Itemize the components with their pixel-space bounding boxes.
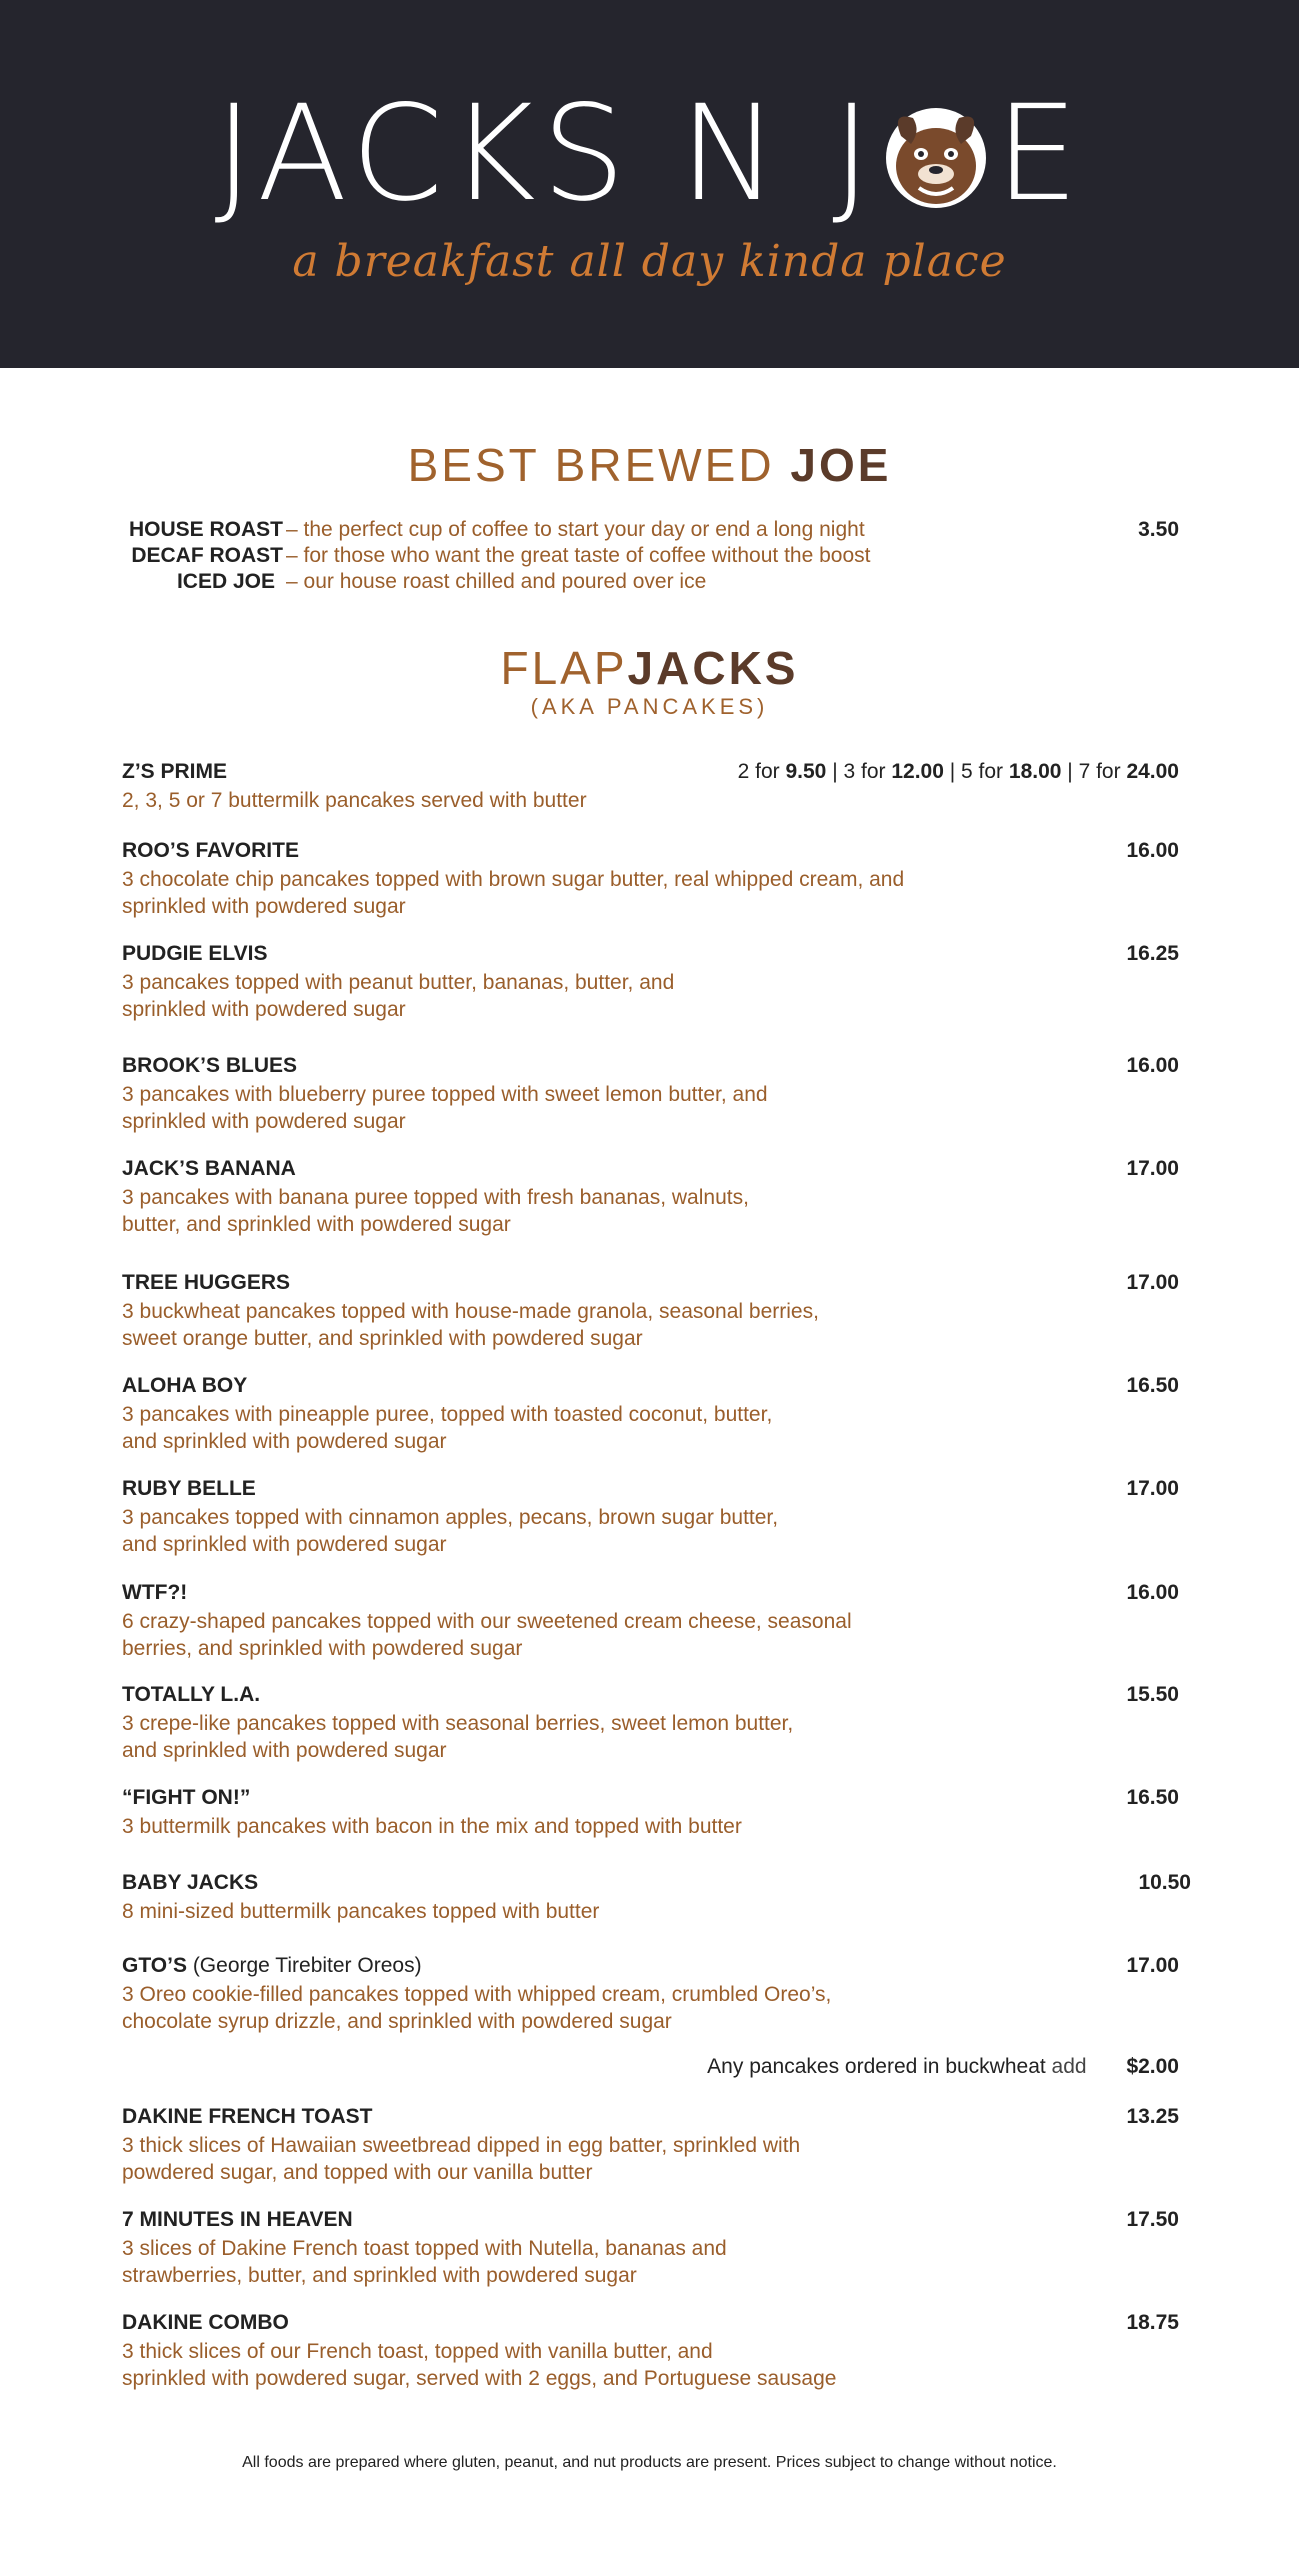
menu-item-desc-line: 8 mini-sized buttermilk pancakes topped with butter bbox=[122, 1900, 600, 1923]
menu-item-desc-line: sprinkled with powdered sugar bbox=[122, 895, 406, 918]
menu-item bbox=[122, 2207, 1179, 2289]
coffee-item-price: 3.50 bbox=[1138, 518, 1179, 541]
menu-item-price: 16.50 bbox=[1126, 1374, 1179, 1397]
flapjacks-title-strong: JACKS bbox=[627, 642, 799, 694]
menu-item-price: 16.00 bbox=[1126, 1054, 1179, 1077]
coffee-item bbox=[0, 543, 1299, 569]
menu-item-price: 15.50 bbox=[1126, 1683, 1179, 1706]
menu-item-name: PUDGIE ELVIS bbox=[122, 942, 268, 965]
price-label: | 7 for bbox=[1061, 760, 1127, 783]
menu-item-desc-line: sprinkled with powdered sugar bbox=[122, 1110, 406, 1133]
menu-item-desc-line: 3 thick slices of our French toast, topped with vanilla butter, and bbox=[122, 2340, 713, 2363]
coffee-item bbox=[0, 517, 1299, 543]
price-value: 18.00 bbox=[1008, 760, 1062, 783]
menu-item bbox=[122, 1156, 1179, 1238]
menu-item bbox=[122, 1270, 1179, 1352]
menu-item-name-note: (George Tirebiter Oreos) bbox=[192, 1954, 422, 1977]
menu-item-desc-line: butter, and sprinkled with powdered sugar bbox=[122, 1213, 511, 1236]
menu-item-name: 7 MINUTES IN HEAVEN bbox=[122, 2208, 353, 2231]
menu-item bbox=[122, 1373, 1179, 1455]
coffee-item-name: DECAF ROAST bbox=[131, 544, 283, 567]
menu-item-desc-line: 3 slices of Dakine French toast topped with Nutella, bananas and bbox=[122, 2237, 727, 2260]
menu-item-desc-line: 3 Oreo cookie-filled pancakes topped with whipped cream, crumbled Oreo’s, bbox=[122, 1983, 832, 2006]
brand-tagline: a breakfast all day kinda place bbox=[292, 236, 1007, 287]
menu-item-price: 17.00 bbox=[1126, 1271, 1179, 1294]
buckwheat-note-price: $2.00 bbox=[1126, 2055, 1179, 2078]
menu-item-desc-line: sprinkled with powdered sugar bbox=[122, 998, 406, 1021]
menu-item-price: 13.25 bbox=[1126, 2105, 1179, 2128]
menu-item-name: DAKINE COMBO bbox=[122, 2311, 289, 2334]
menu-item-zs-prime bbox=[122, 759, 1179, 814]
menu-item-desc-line: and sprinkled with powdered sugar bbox=[122, 1430, 447, 1453]
menu-item bbox=[122, 838, 1179, 920]
price-value: 24.00 bbox=[1126, 760, 1179, 783]
menu-item bbox=[122, 1476, 1179, 1558]
menu-item-price: 17.00 bbox=[1126, 1477, 1179, 1500]
brand-title bbox=[0, 77, 1299, 231]
price-label: | 5 for bbox=[943, 760, 1009, 783]
coffee-title-light: BEST BREWED bbox=[407, 439, 775, 491]
menu-item-name: RUBY BELLE bbox=[122, 1477, 256, 1500]
price-value: 12.00 bbox=[891, 760, 944, 783]
coffee-title-strong: JOE bbox=[790, 439, 892, 491]
coffee-item-desc: – the perfect cup of coffee to start your day or end a long night bbox=[286, 518, 865, 541]
menu-item-name: ALOHA BOY bbox=[122, 1374, 248, 1397]
menu-item bbox=[122, 1953, 1179, 2035]
menu-item-desc-line: 3 buckwheat pancakes topped with house-made granola, seasonal berries, bbox=[122, 1300, 819, 1323]
buckwheat-note-add: add bbox=[1045, 2055, 1087, 2078]
menu-item-price: 16.00 bbox=[1126, 1581, 1179, 1604]
menu-item-desc-line: 3 pancakes with banana puree topped with fresh bananas, walnuts, bbox=[122, 1186, 749, 1209]
coffee-item-desc: – for those who want the great taste of coffee without the boost bbox=[286, 544, 871, 567]
buckwheat-note-text: Any pancakes ordered in buckwheat bbox=[707, 2055, 1046, 2078]
allergen-footer-note: All foods are prepared where gluten, peanut, and nut products are present. Prices subject to change without notice. bbox=[242, 2454, 1057, 2471]
menu-item-price: 18.75 bbox=[1126, 2311, 1179, 2334]
flapjacks-subtitle: (AKA PANCAKES) bbox=[530, 694, 769, 719]
menu-item-desc-line: sweet orange butter, and sprinkled with powdered sugar bbox=[122, 1327, 643, 1350]
menu-item-price: 17.00 bbox=[1126, 1157, 1179, 1180]
menu-item-desc-line: and sprinkled with powdered sugar bbox=[122, 1739, 447, 1762]
menu-item bbox=[122, 1682, 1179, 1764]
menu-item-desc-line: 3 thick slices of Hawaiian sweetbread dipped in egg batter, sprinkled with bbox=[122, 2134, 801, 2157]
menu-item-desc-line: chocolate syrup drizzle, and sprinkled with powdered sugar bbox=[122, 2010, 672, 2033]
menu-item-name: WTF?! bbox=[122, 1581, 188, 1604]
coffee-item-name: HOUSE ROAST bbox=[128, 518, 283, 541]
bulldog-face-icon bbox=[881, 96, 991, 214]
coffee-item bbox=[0, 569, 1299, 595]
menu-item bbox=[122, 1053, 1179, 1135]
menu-item-name: TREE HUGGERS bbox=[122, 1271, 291, 1294]
menu-item-desc: 2, 3, 5 or 7 buttermilk pancakes served with butter bbox=[122, 789, 587, 812]
menu-item-name: Z’S PRIME bbox=[122, 760, 228, 783]
menu-item bbox=[122, 2310, 1179, 2392]
menu-item-desc-line: strawberries, butter, and sprinkled with powdered sugar bbox=[122, 2264, 637, 2287]
menu-item-price: 16.50 bbox=[1126, 1786, 1179, 1809]
coffee-section-title bbox=[0, 440, 1299, 490]
menu-item-price: 10.50 bbox=[1138, 1871, 1191, 1894]
menu-item-price: 16.25 bbox=[1126, 942, 1179, 965]
menu-item-name: TOTALLY L.A. bbox=[122, 1683, 261, 1706]
menu-item-price: 17.50 bbox=[1126, 2208, 1179, 2231]
menu-item-name: ROO’S FAVORITE bbox=[122, 839, 299, 862]
menu-item bbox=[122, 941, 1179, 1023]
menu-item-name: JACK’S BANANA bbox=[122, 1157, 296, 1180]
menu-item-desc-line: 3 pancakes topped with cinnamon apples, pecans, brown sugar butter, bbox=[122, 1506, 779, 1529]
flapjacks-section-title bbox=[0, 643, 1299, 693]
menu-item bbox=[122, 1870, 1191, 1925]
menu-item-desc-line: powdered sugar, and topped with our vanilla butter bbox=[122, 2161, 593, 2184]
coffee-item-name: ICED JOE bbox=[176, 570, 275, 593]
menu-header bbox=[0, 0, 1299, 368]
menu-item-desc-line: 3 buttermilk pancakes with bacon in the mix and topped with butter bbox=[122, 1815, 742, 1838]
zs-prime-price-list bbox=[738, 759, 1179, 785]
menu-item-name: BABY JACKS bbox=[122, 1871, 259, 1894]
brand-title-part-1: JACKS N J bbox=[214, 77, 878, 231]
menu-item-desc-line: 6 crazy-shaped pancakes topped with our sweetened cream cheese, seasonal bbox=[122, 1610, 852, 1633]
menu-item-price: 16.00 bbox=[1126, 839, 1179, 862]
menu-item-desc-line: 3 crepe-like pancakes topped with seasonal berries, sweet lemon butter, bbox=[122, 1712, 794, 1735]
price-label: | 3 for bbox=[826, 760, 892, 783]
menu-item-desc-line: 3 pancakes with blueberry puree topped with sweet lemon butter, and bbox=[122, 1083, 768, 1106]
menu-item-name: BROOK’S BLUES bbox=[122, 1054, 298, 1077]
price-label: 2 for bbox=[737, 760, 786, 783]
menu-item bbox=[122, 1580, 1179, 1662]
menu-item bbox=[122, 1785, 1179, 1840]
menu-item-desc-line: sprinkled with powdered sugar, served with 2 eggs, and Portuguese sausage bbox=[122, 2367, 837, 2390]
coffee-item-desc: – our house roast chilled and poured over ice bbox=[286, 570, 707, 593]
menu-item-name-text: GTO’S bbox=[122, 1954, 187, 1977]
menu-item-desc-line: berries, and sprinkled with powdered sugar bbox=[122, 1637, 523, 1660]
menu-item-desc-line: and sprinkled with powdered sugar bbox=[122, 1533, 447, 1556]
flapjacks-title-light: FLAP bbox=[500, 642, 628, 694]
menu-item-desc-line: 3 chocolate chip pancakes topped with brown sugar butter, real whipped cream, and bbox=[122, 868, 905, 891]
menu-item-desc-line: 3 pancakes with pineapple puree, topped with toasted coconut, butter, bbox=[122, 1403, 773, 1426]
brand-title-part-2: E bbox=[995, 77, 1085, 231]
price-value: 9.50 bbox=[785, 760, 827, 783]
menu-item-name: “FIGHT ON!” bbox=[122, 1786, 251, 1809]
menu-item bbox=[122, 2104, 1179, 2186]
menu-item-price: 17.00 bbox=[1126, 1954, 1179, 1977]
menu-item-name: DAKINE FRENCH TOAST bbox=[122, 2105, 373, 2128]
menu-item-name bbox=[122, 1953, 1179, 1979]
menu-item-desc-line: 3 pancakes topped with peanut butter, bananas, butter, and bbox=[122, 971, 675, 994]
buckwheat-addon-note bbox=[707, 2054, 1179, 2080]
